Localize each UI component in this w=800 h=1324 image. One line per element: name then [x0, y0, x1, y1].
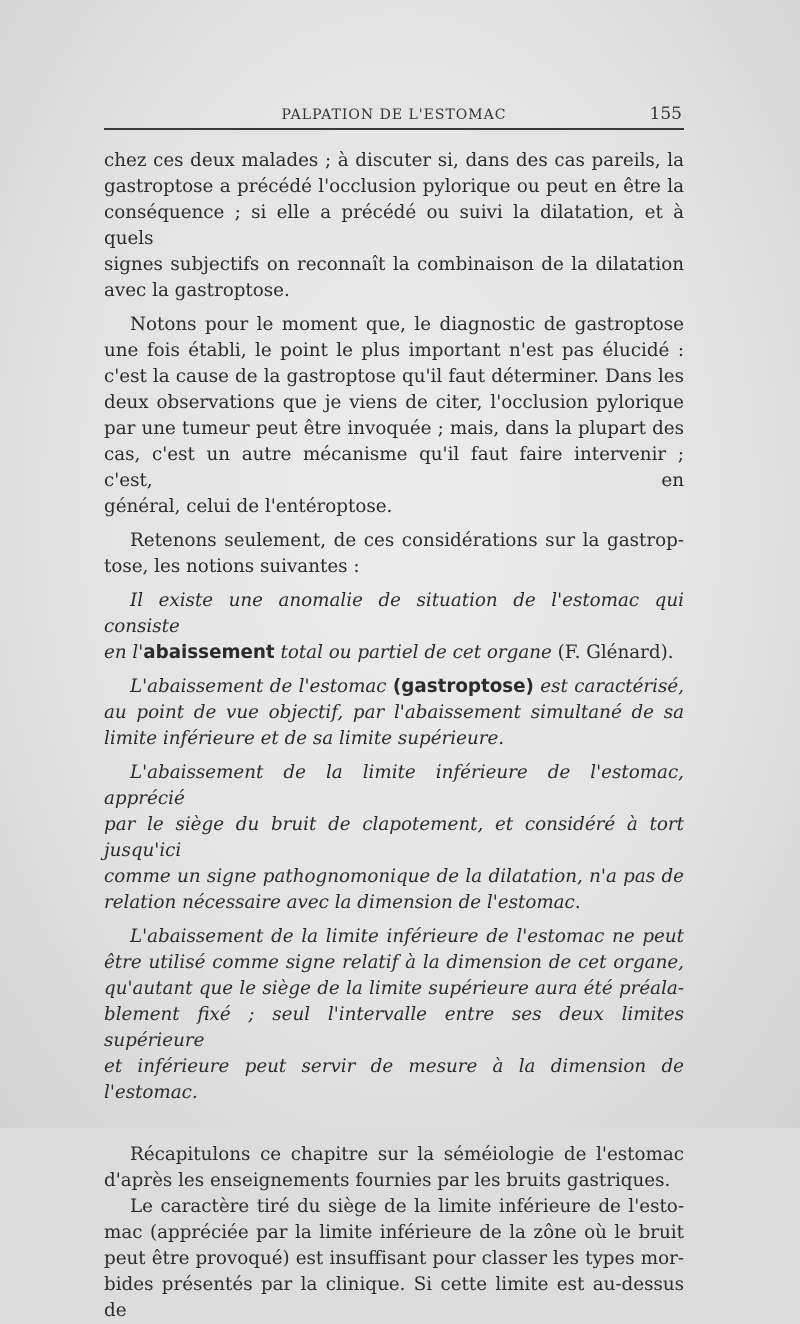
text-line: L'abaissement de la limite inférieure de l'estomac ne peut — [130, 926, 684, 947]
body-text — [104, 148, 684, 1324]
text-line: relation nécessaire avec la dimension de l'estomac. — [104, 892, 581, 913]
text-span: en l' — [104, 642, 144, 663]
paragraph-3 — [104, 528, 684, 580]
text-span: total ou partiel de cet organe — [274, 642, 552, 663]
text-line: chez ces deux malades ; à discuter si, dans des cas pareils, la — [104, 150, 684, 171]
text-line: qu'autant que le siège de la limite supérieure aura été préala- — [104, 978, 684, 999]
text-line: c'est la cause de la gastroptose qu'il faut déterminer. Dans les — [104, 366, 684, 387]
text-line: Il existe une anomalie de situation de l'estomac qui consiste — [104, 590, 684, 637]
conclusion-4 — [104, 924, 684, 1106]
text-line: tose, les notions suivantes : — [104, 556, 360, 577]
text-line: avec la gastroptose. — [104, 280, 290, 301]
text-line: Le caractère tiré du siège de la limite inférieure de l'esto- — [130, 1196, 684, 1217]
text-line: blement fixé ; seul l'intervalle entre ses deux limites supérieure — [104, 1004, 684, 1051]
conclusion-2 — [104, 674, 684, 752]
text-line: L'abaissement de la limite inférieure de l'estomac, apprécié — [104, 762, 684, 809]
text-line: cas, c'est un autre mécanisme qu'il faut faire intervenir ; c'est, en — [104, 444, 684, 491]
text-span: est caractérisé, — [533, 676, 684, 697]
text-line: au point de vue objectif, par l'abaissement simultané de sa — [104, 702, 684, 723]
text-line: limite inférieure et de sa limite supérieure. — [104, 728, 505, 749]
page-header — [104, 104, 684, 126]
bold-term: abaissement — [143, 642, 275, 663]
text-line: par une tumeur peut être invoquée ; mais, dans la plupart des — [104, 418, 684, 439]
conclusion-1 — [104, 588, 684, 666]
text-line: mac (appréciée par la limite inférieure de la zône où le bruit — [104, 1222, 684, 1243]
citation: (F. Glénard). — [551, 642, 674, 663]
text-line: une fois établi, le point le plus important n'est pas élucidé : — [104, 340, 684, 361]
text-line: Notons pour le moment que, le diagnostic de gastroptose — [130, 314, 684, 335]
bold-term: (gastroptose) — [392, 676, 534, 697]
page-number: 155 — [649, 104, 682, 124]
text-line — [104, 674, 684, 700]
text-line: Récapitulons ce chapitre sur la séméiologie de l'estomac — [130, 1144, 684, 1165]
text-line: et inférieure peut servir de mesure à la dimension de l'estomac. — [104, 1056, 684, 1103]
text-line: Retenons seulement, de ces considérations sur la gastrop- — [130, 530, 684, 551]
text-line: gastroptose a précédé l'occlusion pylorique ou peut en être la — [104, 176, 684, 197]
paragraph-last — [104, 1194, 684, 1324]
paragraph-recap — [104, 1142, 684, 1194]
text-line: peut être provoqué) est insuffisant pour classer les types mor- — [104, 1248, 684, 1269]
text-line: général, celui de l'entéroptose. — [104, 496, 393, 517]
running-title: PALPATION DE L'ESTOMAC — [281, 107, 507, 123]
text-line: d'après les enseignements fournies par les bruits gastriques. — [104, 1170, 671, 1191]
paragraph-2 — [104, 312, 684, 520]
paragraph-1 — [104, 148, 684, 304]
text-line: comme un signe pathognomonique de la dilatation, n'a pas de — [104, 866, 684, 887]
text-span: L'abaissement de l'estomac — [130, 676, 393, 697]
text-line — [104, 640, 684, 666]
header-rule — [104, 128, 684, 130]
text-line: conséquence ; si elle a précédé ou suivi la dilatation, et à quels — [104, 202, 684, 249]
text-line: par le siège du bruit de clapotement, et considéré à tort jusqu'ici — [104, 814, 684, 861]
text-line: deux observations que je viens de citer, l'occlusion pylorique — [104, 392, 684, 413]
text-line: être utilisé comme signe relatif à la dimension de cet organe, — [104, 952, 684, 973]
conclusion-3 — [104, 760, 684, 916]
text-line: signes subjectifs on reconnaît la combinaison de la dilatation — [104, 254, 684, 275]
text-line: bides présentés par la clinique. Si cette limite est au-dessus de — [104, 1274, 684, 1321]
